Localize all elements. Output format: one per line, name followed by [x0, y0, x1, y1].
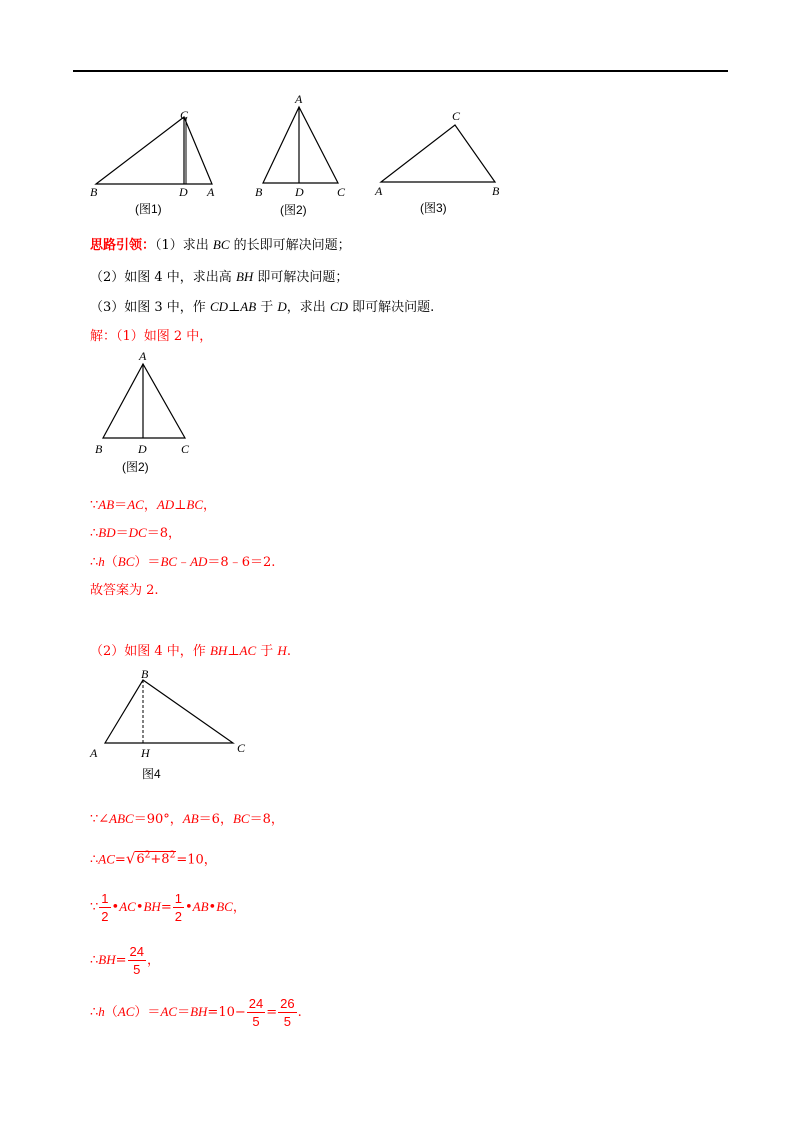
figure-2-drawing [250, 90, 360, 220]
hint-line-2: （2）如图 4 中，求出高 BH 即可解决问题； [90, 269, 349, 285]
figure-2-repeat [90, 345, 200, 477]
solution-step-7: ∴BH= $\frac{24}{5}$ ， [90, 944, 161, 977]
fraction-26-5: $\frac{26}{5}$ [280, 996, 295, 1029]
label-b: B [492, 184, 500, 198]
fraction-half: $\frac{1}{2}$ [174, 891, 182, 924]
triangle-abc [96, 117, 212, 184]
label-d: D [295, 185, 304, 199]
solution-intro: 解：（1）如图 2 中， [90, 329, 213, 344]
solution-step-1: ∵AB＝AC，AD⊥BC， [90, 497, 217, 513]
figure-3-drawing [372, 105, 512, 220]
square-root: $√6^2+8^2$ [125, 849, 176, 868]
triangle-abc [105, 680, 233, 743]
solution-step-5: $\therefore AC=√6^2+8^2=10$， [90, 847, 217, 869]
hint-line-3: （3）如图 3 中，作 CD⊥AB 于 D，求出 CD 即可解决问题. [90, 299, 435, 315]
label-c: C [452, 109, 461, 123]
label-b: B [90, 185, 98, 199]
triangle-abc [381, 125, 495, 182]
solution-step-6: ∵ $\frac{1}{2}$ •AC•BH= $\frac{1}{2}$ •AB•BC， [90, 891, 246, 924]
solution-step-4: ∵∠ABC＝90°，AB＝6，BC＝8， [90, 811, 284, 827]
solution-part-2: （2）如图 4 中，作 BH⊥AC 于 H. [90, 643, 291, 659]
label-a: A [207, 185, 215, 199]
label-c: C [237, 741, 246, 755]
hint-heading: 思路引领： [90, 238, 156, 253]
figure-4 [85, 662, 265, 787]
label-a: A [375, 184, 383, 198]
fraction-half: $\frac{1}{2}$ [101, 891, 109, 924]
hint-line-1: 思路引领：（1）求出 BC 的长即可解决问题； [90, 237, 351, 253]
solution-step-2: ∴BD＝DC＝8， [90, 525, 181, 541]
label-c: C [181, 442, 190, 456]
triangle-abc [263, 107, 338, 183]
label-a: A [295, 92, 303, 106]
label-b: B [255, 185, 263, 199]
figure-2-repeat-drawing [90, 345, 200, 477]
label-a: A [139, 349, 147, 363]
header-rule [73, 70, 728, 72]
figure-4-caption: 图4 [142, 767, 161, 781]
label-h: H [141, 746, 150, 760]
fraction-24-5: $\frac{24}{5}$ [248, 996, 264, 1029]
figure-2-caption: (图2) [280, 203, 307, 217]
solution-step-8: ∴h（AC）＝AC＝BH=10− $\frac{24}{5}$ = $\frac{26}{5}$ . [90, 996, 302, 1029]
label-d: D [138, 442, 147, 456]
triangle-abc [103, 364, 185, 438]
label-b: B [141, 667, 149, 681]
figure-2-repeat-caption: (图2) [122, 460, 149, 474]
solution-answer-1: 故答案为 2. [90, 583, 159, 598]
label-d: D [179, 185, 188, 199]
figure-2 [250, 90, 360, 220]
label-c: C [180, 108, 189, 122]
label-b: B [95, 442, 103, 456]
figure-1-caption: (图1) [135, 202, 162, 216]
label-c: C [337, 185, 346, 199]
figure-4-drawing [85, 662, 265, 787]
figure-3 [372, 105, 512, 220]
fraction-24-5: $\frac{24}{5}$ [129, 944, 144, 977]
label-a: A [90, 746, 98, 760]
figure-3-caption: (图3) [420, 201, 447, 215]
figure-1-drawing [80, 105, 225, 220]
figure-1 [80, 105, 225, 220]
solution-step-3: ∴h（BC）＝BC﹣AD＝8﹣6＝2. [90, 554, 276, 570]
